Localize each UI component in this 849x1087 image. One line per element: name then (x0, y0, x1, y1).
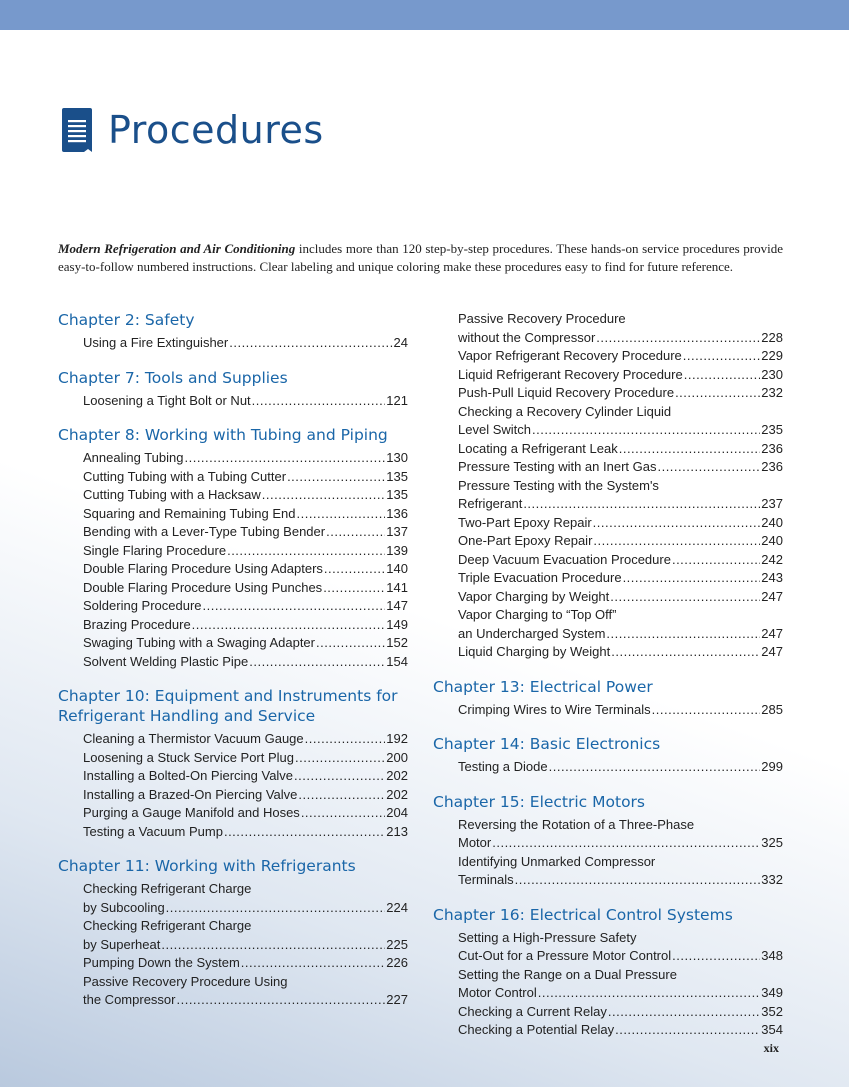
procedure-entry[interactable] (458, 458, 783, 477)
page-ref: 352 (761, 1003, 783, 1019)
dot-leader (675, 384, 760, 403)
procedure-entry[interactable] (458, 384, 783, 403)
procedure-line (458, 588, 783, 607)
intro-paragraph (58, 240, 783, 276)
procedure-title: Triple Evacuation Procedure (458, 570, 622, 585)
procedure-title: Pressure Testing with an Inert Gas (458, 459, 657, 474)
dot-leader (295, 749, 385, 768)
right-column (433, 310, 783, 1055)
page-ref: 224 (386, 899, 408, 915)
procedure-title: Deep Vacuum Evacuation Procedure (458, 551, 671, 567)
procedure-title: Motor Control (458, 985, 537, 1000)
procedure-line (83, 823, 408, 842)
dot-leader (316, 634, 385, 653)
procedure-line (458, 532, 783, 551)
procedure-line (458, 495, 783, 514)
procedure-line (83, 936, 408, 955)
procedure-line (83, 749, 408, 768)
procedure-title-line1: Checking a Recovery Cylinder Liquid (458, 403, 672, 419)
page-number: xix (763, 1041, 779, 1055)
dot-leader (538, 984, 761, 1003)
procedure-entry[interactable] (83, 804, 408, 823)
procedure-entry[interactable] (458, 643, 783, 662)
dot-leader (161, 936, 385, 955)
page-ref: 348 (761, 948, 783, 963)
procedure-line (83, 597, 408, 616)
procedure-entry[interactable] (83, 786, 408, 805)
procedure-line (83, 579, 408, 598)
procedure-entry[interactable] (83, 973, 408, 1010)
dot-leader (593, 514, 761, 533)
procedure-title: Push-Pull Liquid Recovery Procedure (458, 385, 675, 400)
procedure-title: Liquid Charging by Weight (458, 644, 611, 659)
procedure-title: by Subcooling (83, 899, 165, 915)
procedure-line (83, 767, 408, 786)
procedure-title: Testing a Vacuum Pump (83, 823, 223, 839)
procedure-entry[interactable] (458, 816, 783, 853)
page-title: Procedures (108, 108, 324, 152)
chapter-heading: Chapter 8: Working with Tubing and Piping (58, 426, 388, 444)
chapter-heading: Chapter 16: Electrical Control Systems (433, 905, 733, 924)
procedure-title-line1: Passive Recovery Procedure Using (83, 973, 288, 989)
procedure-entry[interactable] (83, 597, 408, 616)
chapter-heading: Chapter 15: Electric Motors (433, 792, 645, 811)
procedure-line (458, 329, 783, 348)
procedure-title: Soldering Procedure (83, 598, 202, 613)
procedure-entry[interactable] (83, 917, 408, 954)
procedure-line (458, 643, 783, 662)
chapter-heading: Chapter 7: Tools and Supplies (58, 368, 288, 387)
procedure-title-line1: Setting a High-Pressure Safety (458, 929, 637, 945)
dot-leader (326, 523, 385, 542)
dot-leader (610, 588, 760, 607)
procedure-entry[interactable] (458, 347, 783, 366)
procedure-title-line1: Passive Recovery Procedure (458, 311, 626, 326)
page-ref: 242 (761, 551, 783, 567)
procedure-entry[interactable] (83, 334, 408, 353)
dot-leader (549, 758, 761, 777)
procedure-entry[interactable] (458, 514, 783, 533)
procedure-title-line1: Identifying Unmarked Compressor (458, 853, 656, 869)
procedure-line (83, 634, 408, 653)
page-ref: 202 (386, 786, 408, 802)
procedure-line (83, 560, 408, 579)
procedure-title-line1: Reversing the Rotation of a Three-Phase (458, 816, 695, 832)
page-ref: 149 (386, 616, 408, 632)
page-ref: 147 (386, 598, 408, 613)
procedure-entry[interactable] (83, 392, 408, 411)
procedure-line (458, 421, 783, 440)
procedure-entry[interactable] (458, 758, 783, 777)
page-ref: 202 (386, 768, 408, 783)
dot-leader (652, 701, 761, 720)
procedure-entry[interactable] (458, 477, 783, 514)
page-ref: 225 (386, 936, 408, 952)
procedure-title-line1: Pressure Testing with the System's (458, 477, 659, 493)
procedure-title: Annealing Tubing (83, 450, 184, 465)
page-ref: 299 (761, 759, 783, 774)
procedure-line (458, 458, 783, 477)
dot-leader (166, 899, 386, 918)
procedure-entry[interactable] (83, 634, 408, 653)
procedure-title: Loosening a Stuck Service Port Plug (83, 749, 295, 765)
page-ref: 332 (761, 872, 783, 887)
page-ref: 228 (761, 329, 783, 345)
procedure-title: Pumping Down the System (83, 955, 240, 970)
dot-leader (184, 449, 385, 468)
dot-leader (176, 991, 385, 1010)
page-ref: 325 (761, 835, 783, 850)
dot-leader (249, 653, 385, 672)
dot-leader (672, 551, 760, 570)
procedure-title: Installing a Bolted-On Piercing Valve (83, 768, 294, 783)
page-ref: 232 (761, 385, 783, 400)
dot-leader (324, 560, 385, 579)
procedure-entry[interactable] (458, 701, 783, 720)
procedure-line (458, 514, 783, 533)
procedure-line (83, 486, 408, 505)
procedure-line (458, 569, 783, 588)
dot-leader (683, 347, 761, 366)
procedure-line (458, 834, 783, 853)
chapter-entries (458, 701, 783, 720)
procedure-line (83, 786, 408, 805)
procedure-line (458, 1003, 783, 1022)
page-ref: 240 (761, 514, 783, 530)
chapter-entries (458, 929, 783, 1040)
chapter-heading: Chapter 11: Working with Refrigerants (58, 857, 356, 875)
procedure-line (83, 523, 408, 542)
page-ref: 135 (386, 468, 408, 484)
page-ref: 137 (386, 524, 408, 539)
procedure-entry[interactable] (83, 653, 408, 672)
page-ref: 354 (761, 1022, 783, 1037)
procedure-entry[interactable] (83, 542, 408, 561)
procedure-line (458, 384, 783, 403)
procedure-title: Two-Part Epoxy Repair (458, 514, 592, 530)
dot-leader (593, 532, 760, 551)
procedure-title: Vapor Refrigerant Recovery Procedure (458, 348, 682, 363)
chapter-entries (458, 310, 783, 662)
procedure-entry[interactable] (83, 616, 408, 635)
dot-leader (287, 468, 385, 487)
page-ref: 192 (386, 731, 408, 746)
book-title: Modern Refrigeration and Air Conditioning (58, 241, 296, 256)
page-ref: 237 (761, 496, 783, 511)
procedure-entry[interactable] (458, 403, 783, 440)
procedure-title: Checking a Current Relay (458, 1003, 607, 1019)
procedure-title: Solvent Welding Plastic Pipe (83, 653, 249, 669)
procedure-title: Double Flaring Procedure Using Adapters (83, 561, 323, 576)
procedure-entry[interactable] (83, 505, 408, 524)
page-ref: 349 (761, 985, 783, 1000)
page-ref: 235 (761, 422, 783, 437)
procedure-title: Installing a Brazed-On Piercing Valve (83, 786, 298, 802)
procedure-title: Single Flaring Procedure (83, 542, 227, 558)
dot-leader (606, 625, 760, 644)
procedure-line (83, 616, 408, 635)
procedure-entry[interactable] (83, 767, 408, 786)
procedure-title: Locating a Refrigerant Leak (458, 440, 618, 456)
procedure-line (83, 449, 408, 468)
document-icon (60, 106, 94, 154)
page-ref: 204 (386, 805, 408, 820)
procedure-entry[interactable] (83, 749, 408, 768)
top-color-band (0, 0, 849, 30)
procedure-line (458, 871, 783, 890)
procedure-line (83, 804, 408, 823)
page-ref: 154 (386, 653, 408, 669)
procedure-entry[interactable] (83, 880, 408, 917)
page-ref: 285 (761, 701, 783, 717)
procedure-title: Testing a Diode (458, 759, 548, 774)
chapter-entries (83, 334, 408, 353)
dot-leader (515, 871, 761, 890)
procedure-entry[interactable] (458, 440, 783, 459)
procedure-title: without the Compressor (458, 329, 596, 345)
dot-leader (657, 458, 760, 477)
page-ref: 229 (761, 348, 783, 363)
dot-leader (523, 495, 760, 514)
procedure-title: Double Flaring Procedure Using Punches (83, 579, 323, 595)
procedure-entry[interactable] (458, 853, 783, 890)
procedure-entry[interactable] (458, 1003, 783, 1022)
procedure-title: Cleaning a Thermistor Vacuum Gauge (83, 731, 304, 746)
procedure-title-line1: Checking Refrigerant Charge (83, 918, 252, 933)
procedure-line (458, 984, 783, 1003)
procedure-title: Refrigerant (458, 496, 523, 511)
procedure-line (83, 468, 408, 487)
procedure-title: Squaring and Remaining Tubing End (83, 505, 296, 521)
procedure-entry[interactable] (458, 551, 783, 570)
chapter-heading: Chapter 13: Electrical Power (433, 677, 653, 696)
procedure-entry[interactable] (458, 366, 783, 385)
dot-leader (262, 486, 386, 505)
dot-leader (532, 421, 760, 440)
procedure-title: Terminals (458, 872, 514, 887)
procedure-line (83, 991, 408, 1010)
procedure-entry[interactable] (83, 823, 408, 842)
procedure-title: Vapor Charging by Weight (458, 588, 610, 604)
page-ref: 130 (386, 450, 408, 465)
procedure-line (458, 440, 783, 459)
dot-leader (294, 767, 385, 786)
page-ref: 247 (761, 588, 783, 604)
chapter-heading: Chapter 14: Basic Electronics (433, 735, 661, 753)
procedure-line (83, 542, 408, 561)
procedure-title: Checking a Potential Relay (458, 1022, 615, 1037)
procedure-line (83, 334, 408, 353)
dot-leader (305, 730, 386, 749)
procedure-entry[interactable] (83, 560, 408, 579)
procedure-line (458, 758, 783, 777)
procedure-entry[interactable] (458, 929, 783, 966)
dot-leader (615, 1021, 760, 1040)
procedure-entry[interactable] (458, 606, 783, 643)
page-ref: 136 (386, 505, 408, 521)
procedure-title: Bending with a Lever-Type Tubing Bender (83, 524, 326, 539)
procedure-line (83, 730, 408, 749)
dot-leader (623, 569, 761, 588)
dot-leader (296, 505, 385, 524)
procedure-entry[interactable] (83, 523, 408, 542)
procedure-entry[interactable] (83, 954, 408, 973)
procedure-title: Loosening a Tight Bolt or Nut (83, 392, 251, 408)
dot-leader (608, 1003, 760, 1022)
procedure-line (458, 1021, 783, 1040)
dot-leader (323, 579, 385, 598)
page-ref: 139 (386, 542, 408, 558)
page-ref: 24 (393, 335, 408, 350)
procedure-title: Level Switch (458, 422, 531, 437)
procedure-entry[interactable] (83, 468, 408, 487)
dot-leader (252, 392, 386, 411)
page-ref: 230 (761, 366, 783, 382)
dot-leader (224, 823, 385, 842)
procedure-line (83, 653, 408, 672)
procedure-entry[interactable] (458, 588, 783, 607)
procedure-line (458, 625, 783, 644)
page-ref: 226 (386, 955, 408, 970)
procedure-entry[interactable] (458, 569, 783, 588)
procedure-line (83, 899, 408, 918)
page-ref: 236 (761, 440, 783, 456)
procedure-title: Motor (458, 835, 492, 850)
dot-leader (203, 597, 386, 616)
page-title-block (60, 104, 324, 156)
procedure-line (458, 347, 783, 366)
procedure-title: Swaging Tubing with a Swaging Adapter (83, 635, 315, 650)
chapter-entries (83, 730, 408, 841)
procedure-entry[interactable] (458, 1021, 783, 1040)
page-ref: 240 (761, 533, 783, 548)
procedure-entry[interactable] (83, 579, 408, 598)
procedure-line (83, 505, 408, 524)
procedure-line (83, 954, 408, 973)
procedure-title: Purging a Gauge Manifold and Hoses (83, 805, 300, 820)
procedure-title: Crimping Wires to Wire Terminals (458, 701, 651, 717)
dot-leader (301, 804, 385, 823)
dot-leader (227, 542, 385, 561)
procedure-entry[interactable] (83, 730, 408, 749)
procedure-line (458, 366, 783, 385)
dot-leader (619, 440, 761, 459)
dot-leader (241, 954, 386, 973)
chapter-entries (83, 880, 408, 1010)
procedure-title: Liquid Refrigerant Recovery Procedure (458, 366, 683, 382)
page-ref: 200 (386, 749, 408, 765)
procedure-title: Using a Fire Extinguisher (83, 335, 229, 350)
dot-leader (192, 616, 386, 635)
page-ref: 135 (386, 487, 408, 502)
chapter-heading: Chapter 2: Safety (58, 311, 195, 329)
procedure-title: an Undercharged System (458, 625, 606, 641)
procedure-entry[interactable] (83, 449, 408, 468)
page-ref: 236 (761, 459, 783, 474)
procedure-title: Brazing Procedure (83, 616, 191, 632)
dot-leader (596, 329, 760, 348)
page-ref: 247 (761, 625, 783, 641)
procedure-line (458, 701, 783, 720)
page-ref: 243 (761, 570, 783, 585)
procedure-line (83, 392, 408, 411)
dot-leader (672, 947, 760, 966)
procedure-title: Cutting Tubing with a Hacksaw (83, 487, 261, 502)
page-ref: 121 (386, 392, 408, 408)
procedure-title: One-Part Epoxy Repair (458, 533, 593, 548)
dot-leader (229, 334, 392, 353)
procedure-entry[interactable] (458, 966, 783, 1003)
left-column (58, 310, 408, 1025)
chapter-entries (83, 392, 408, 411)
procedure-title: by Superheat (83, 936, 161, 952)
chapter-heading: Chapter 10: Equipment and Instruments for Refrigerant Handling and Service (58, 687, 398, 725)
chapter-entries (83, 449, 408, 671)
dot-leader (298, 786, 385, 805)
page-ref: 140 (386, 561, 408, 576)
page-ref: 152 (386, 635, 408, 650)
procedure-title: Cutting Tubing with a Tubing Cutter (83, 468, 287, 484)
page-ref: 247 (761, 644, 783, 659)
procedure-title-line1: Vapor Charging to “Top Off” (458, 607, 617, 622)
procedure-title: the Compressor (83, 992, 176, 1007)
procedure-title: Cut-Out for a Pressure Motor Control (458, 948, 672, 963)
dot-leader (611, 643, 760, 662)
procedure-title-line1: Checking Refrigerant Charge (83, 881, 252, 896)
procedure-entry[interactable] (83, 486, 408, 505)
procedure-entry[interactable] (458, 310, 783, 347)
dot-leader (684, 366, 761, 385)
intro-text: includes more than 120 step-by-step procedures. These hands-on service procedures provide easy-to-follow numbered instructions. Clear labeling and unique coloring make these procedures easy to find for future reference. (58, 241, 783, 274)
procedure-line (458, 947, 783, 966)
page-ref: 213 (386, 823, 408, 839)
page-ref: 227 (386, 992, 408, 1007)
procedure-line (458, 551, 783, 570)
chapter-entries (458, 758, 783, 777)
procedure-entry[interactable] (458, 532, 783, 551)
procedure-title-line1: Setting the Range on a Dual Pressure (458, 966, 677, 982)
dot-leader (492, 834, 760, 853)
chapter-entries (458, 816, 783, 890)
page-ref: 141 (386, 579, 408, 595)
